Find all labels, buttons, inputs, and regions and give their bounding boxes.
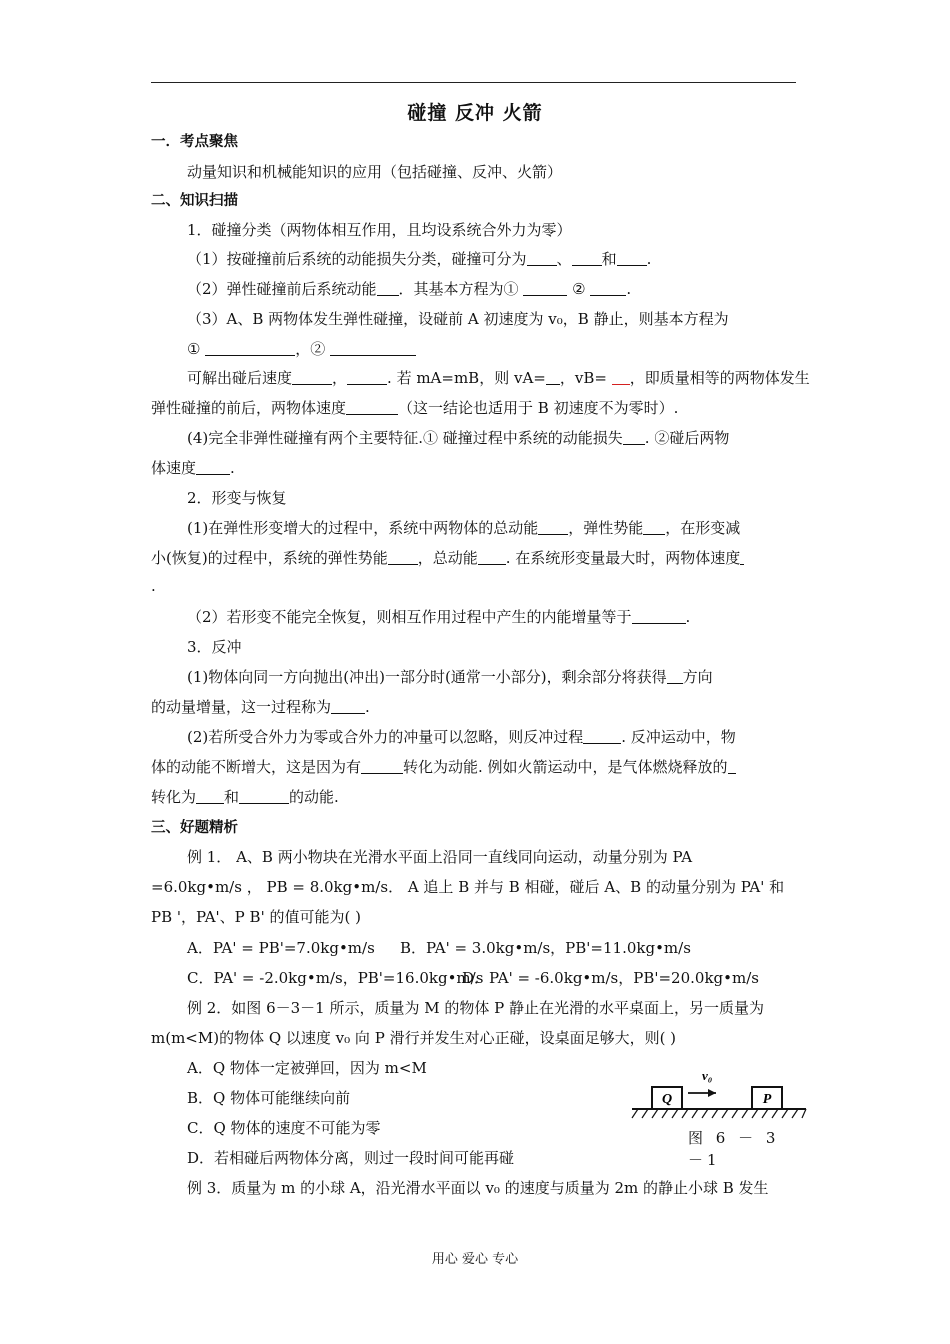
line-2b bbox=[187, 607, 690, 627]
blank bbox=[728, 758, 736, 774]
text: ② bbox=[572, 280, 586, 298]
blank bbox=[388, 549, 418, 565]
text: 和 bbox=[224, 788, 240, 806]
text: . bbox=[626, 280, 632, 298]
blank bbox=[478, 549, 506, 565]
text: 的动量增量，这一过程称为 bbox=[151, 698, 332, 716]
example2-option-c: C．Q 物体的速度不可能为零 bbox=[187, 1119, 381, 1137]
blank bbox=[623, 429, 645, 445]
example1-line3: PB '，PA'、P B' 的值可能为( ) bbox=[151, 908, 361, 926]
blank bbox=[590, 280, 626, 296]
page-footer: 用心 爱心 专心 bbox=[431, 1252, 519, 1267]
blank bbox=[523, 280, 567, 296]
page-title: 碰撞 反冲 火箭 bbox=[407, 102, 543, 124]
blank bbox=[546, 369, 560, 385]
text: ，即质量相等的两物体发生 bbox=[629, 369, 810, 387]
line-1e bbox=[187, 428, 729, 448]
text: （这一结论也适用于 B 初速度不为零时）. bbox=[398, 399, 679, 417]
text: (1)物体向同一方向抛出(冲出)一部分时(通常一小部分)，剩余部分将获得 bbox=[187, 668, 667, 686]
text: ，弹性势能 bbox=[568, 519, 644, 537]
figure-caption bbox=[688, 1127, 779, 1171]
blank bbox=[572, 250, 602, 266]
example1-option-d: D．PA' = -6.0kg•m/s，PB'=20.0kg•m/s bbox=[462, 969, 759, 987]
text: 和 bbox=[601, 250, 617, 268]
blank bbox=[331, 698, 365, 714]
line-1a bbox=[187, 249, 651, 269]
text: ．其基本方程为① bbox=[398, 280, 519, 298]
blank-red bbox=[612, 369, 630, 385]
text: 弹性碰撞的前后，两物体速度 bbox=[151, 399, 347, 417]
line-1d-cont bbox=[151, 398, 678, 418]
text: (1)在弹性形变增大的过程中，系统中两物体的总动能 bbox=[187, 519, 539, 537]
example2-option-b: B．Q 物体可能继续向前 bbox=[187, 1089, 351, 1107]
text: . 在系统形变量最大时，两物体速度 bbox=[505, 549, 741, 567]
blank bbox=[239, 788, 289, 804]
example2-option-d: D．若相碰后两物体分离，则过一段时间可能再碰 bbox=[187, 1149, 515, 1167]
line-3b-cont bbox=[151, 757, 736, 777]
blank bbox=[346, 399, 398, 415]
blank bbox=[527, 250, 557, 266]
blank bbox=[377, 280, 399, 296]
blank bbox=[347, 369, 387, 385]
blank bbox=[330, 340, 416, 356]
section-heading-examples: 三、好题精析 bbox=[151, 820, 238, 836]
example2-line2: m(m<M)的物体 Q 以速度 v₀ 向 P 滑行并发生对心正碰，设桌面足够大，则( ) bbox=[151, 1029, 677, 1047]
line-3a bbox=[187, 667, 713, 687]
text: ，② bbox=[295, 340, 326, 358]
example1-option-b: B．PA' = 3.0kg•m/s，PB'=11.0kg•m/s bbox=[400, 939, 691, 957]
text: . ②碰后两物 bbox=[644, 429, 730, 447]
section-heading-scan: 二、知识扫描 bbox=[151, 193, 238, 209]
text: （1）按碰撞前后系统的动能损失分类，碰撞可分为 bbox=[187, 250, 527, 268]
text: ，总动能 bbox=[417, 549, 478, 567]
velocity-arrowhead bbox=[708, 1089, 716, 1097]
line-2a-cont bbox=[151, 548, 744, 568]
text: . bbox=[230, 459, 235, 477]
blank bbox=[643, 519, 665, 535]
text: 的动能. bbox=[289, 788, 339, 806]
blank bbox=[361, 758, 403, 774]
focus-text: 动量知识和机械能知识的应用（包括碰撞、反冲、火箭） bbox=[187, 163, 563, 181]
line-2a bbox=[187, 518, 740, 538]
example3-line1: 例 3．质量为 m 的小球 A，沿光滑水平面以 v₀ 的速度与质量为 2m 的静止小球 B 发生 bbox=[187, 1179, 769, 1197]
item-collision-classification: 1．碰撞分类（两物体相互作用，且均设系统合外力为零） bbox=[187, 221, 572, 239]
text: . bbox=[365, 698, 370, 716]
line-1c-equations bbox=[187, 339, 416, 359]
blank bbox=[196, 459, 230, 475]
ground-hatching bbox=[632, 1109, 806, 1118]
blank bbox=[632, 608, 686, 624]
line-1d bbox=[187, 368, 810, 388]
example2-option-a: A．Q 物体一定被弹回，因为 m<M bbox=[187, 1059, 427, 1077]
text: 体速度 bbox=[151, 459, 197, 477]
text: . bbox=[646, 250, 652, 268]
item-deformation: 2．形变与恢复 bbox=[187, 489, 287, 507]
example1-line1: 例 1． A、B 两小物块在光滑水平面上沿同一直线同向运动，动量分别为 PA bbox=[187, 848, 693, 866]
text: 小(恢复)的过程中，系统的弹性势能 bbox=[151, 549, 388, 567]
text: ，vB= bbox=[559, 369, 607, 387]
line-1c: （3）A、B 两物体发生弹性碰撞，设碰前 A 初速度为 v₀，B 静止，则基本方程为 bbox=[187, 310, 729, 328]
line-2a-end: . bbox=[151, 577, 156, 595]
blank bbox=[617, 250, 647, 266]
text: 方向 bbox=[682, 668, 713, 686]
text: . 反冲运动中，物 bbox=[621, 728, 736, 746]
line-1e-cont bbox=[151, 458, 235, 478]
header-rule bbox=[151, 82, 796, 83]
text: 转化为 bbox=[151, 788, 197, 806]
text: . 若 mA=mB，则 vA= bbox=[387, 369, 546, 387]
line-1b bbox=[187, 279, 631, 299]
text: 可解出碰后速度 bbox=[187, 369, 293, 387]
text: （2）弹性碰撞前后系统动能 bbox=[187, 280, 377, 298]
text: (4)完全非弹性碰撞有两个主要特征.① 碰撞过程中系统的动能损失 bbox=[187, 429, 623, 447]
item-recoil: 3．反冲 bbox=[187, 638, 242, 656]
example1-option-a: A．PA' = PB'=7.0kg•m/s bbox=[187, 939, 375, 957]
block-q-label: Q bbox=[661, 1092, 673, 1107]
text: 体的动能不断增大，这是因为有 bbox=[151, 758, 362, 776]
caption-line2: －1 bbox=[688, 1151, 721, 1169]
text: ， bbox=[332, 369, 348, 387]
line-3b bbox=[187, 727, 736, 747]
blank bbox=[740, 549, 744, 565]
example2-line1: 例 2．如图 6－3－1 所示，质量为 M 的物体 P 静止在光滑的水平桌面上，另一质量为 bbox=[187, 999, 765, 1017]
example1-line2: =6.0kg•m/s ， PB = 8.0kg•m/s． A 追上 B 并与 B 相碰，碰后 A、B 的动量分别为 PA' 和 bbox=[151, 878, 785, 896]
blank bbox=[196, 788, 224, 804]
caption-line1: 图 6 － 3 bbox=[688, 1129, 780, 1147]
blank bbox=[205, 340, 295, 356]
text: ，在形变减 bbox=[665, 519, 741, 537]
blank bbox=[538, 519, 568, 535]
text: ① bbox=[187, 340, 201, 358]
line-3a-cont bbox=[151, 697, 370, 717]
text: . bbox=[685, 608, 691, 626]
text: （2）若形变不能完全恢复，则相互作用过程中产生的内能增量等于 bbox=[187, 608, 632, 626]
line-3b-end bbox=[151, 787, 339, 807]
section-heading-focus: 一．考点聚焦 bbox=[151, 134, 238, 150]
text: 转化为动能. 例如火箭运动中，是气体燃烧释放的 bbox=[403, 758, 728, 776]
text: (2)若所受合外力为零或合外力的冲量可以忽略，则反冲过程 bbox=[187, 728, 584, 746]
text: 、 bbox=[556, 250, 572, 268]
blank bbox=[667, 668, 683, 684]
block-p-label: P bbox=[762, 1092, 772, 1107]
example1-option-c: C．PA' = -2.0kg•m/s，PB'=16.0kg•m/s bbox=[187, 969, 484, 987]
blank bbox=[583, 728, 621, 744]
velocity-label: v₀ bbox=[702, 1068, 713, 1083]
blank bbox=[292, 369, 332, 385]
